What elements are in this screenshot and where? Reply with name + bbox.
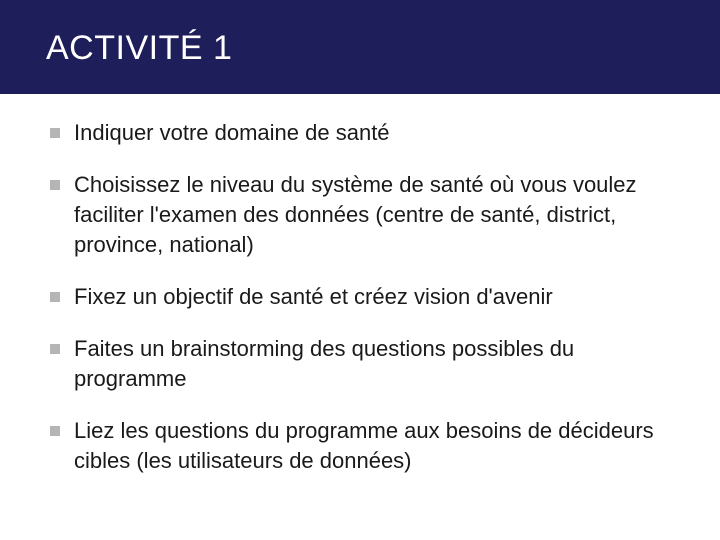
square-bullet-icon [50, 344, 60, 354]
bullet-item [46, 416, 686, 476]
square-bullet-icon [50, 128, 60, 138]
bullet-text: Faites un brainstorming des questions possibles du programme [74, 336, 575, 391]
square-bullet-icon [50, 426, 60, 436]
bullet-item [46, 170, 686, 260]
slide-title: ACTIVITÉ 1 [46, 29, 233, 67]
bullet-item [46, 118, 686, 148]
bullet-item [46, 334, 686, 394]
bullet-item [46, 282, 686, 312]
title-bar [0, 0, 720, 94]
bullet-text: Liez les questions du programme aux besoins de décideurs cibles (les utilisateurs de données) [74, 418, 654, 473]
bullet-text: Indiquer votre domaine de santé [74, 120, 390, 145]
bullet-list [46, 118, 686, 498]
bullet-text: Fixez un objectif de santé et créez vision d'avenir [74, 284, 553, 309]
square-bullet-icon [50, 292, 60, 302]
square-bullet-icon [50, 180, 60, 190]
bullet-text: Choisissez le niveau du système de santé où vous voulez faciliter l'examen des données (centre de santé, district, province, national) [74, 172, 637, 257]
